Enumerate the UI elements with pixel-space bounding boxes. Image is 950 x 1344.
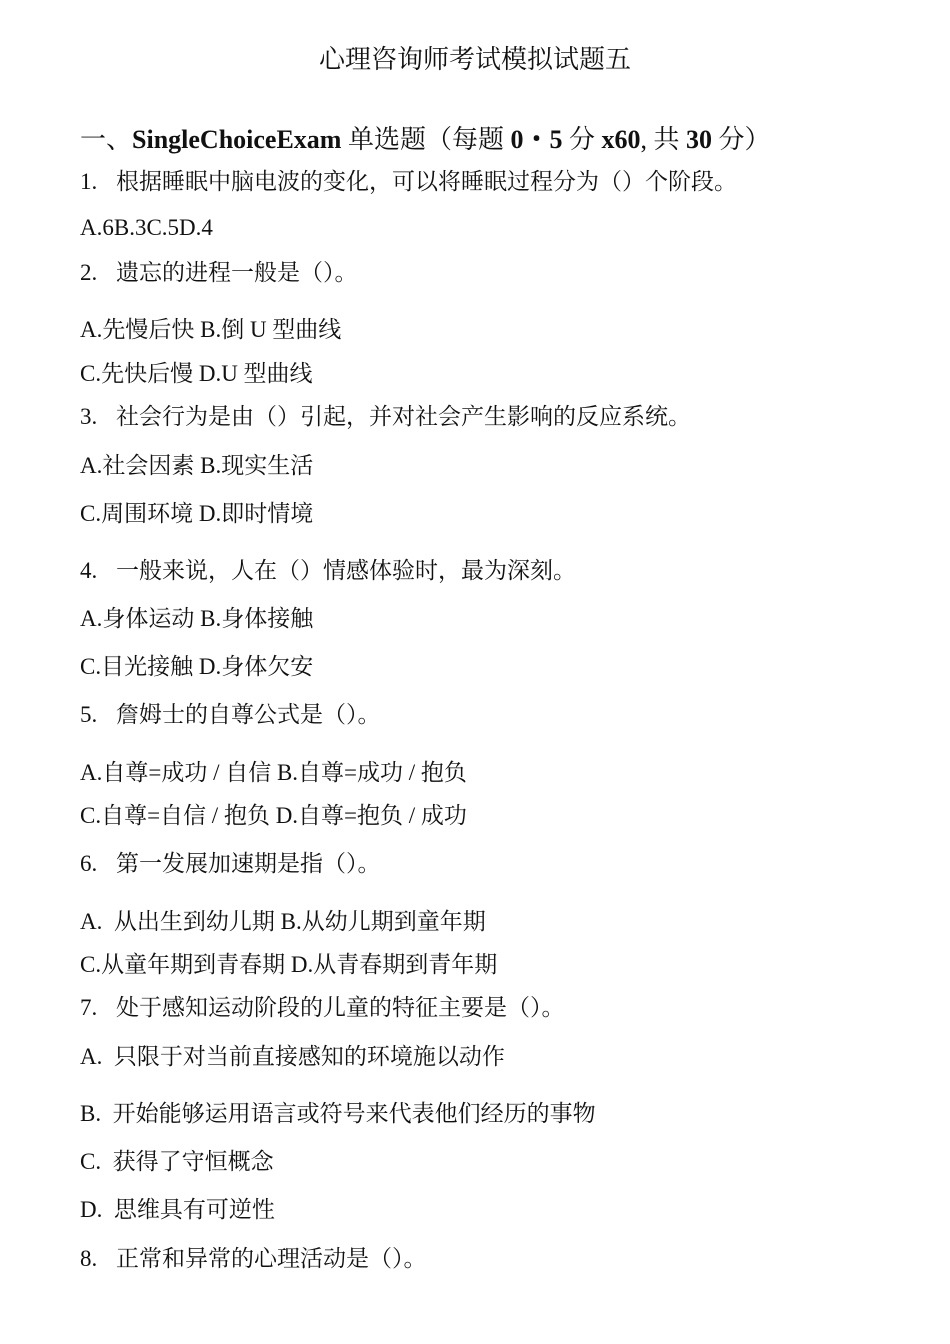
question-number: 5. <box>80 702 98 727</box>
answer-options: A.6B.3C.5D.4 <box>80 215 213 240</box>
question-text: 一般来说，人在（）情感体验时，最为深刻。 <box>116 558 576 583</box>
section-points: 0・5 <box>510 125 563 154</box>
section-heading <box>80 120 771 160</box>
question-number: 1. <box>80 169 98 194</box>
question-number: 3. <box>80 404 98 429</box>
answer-options: A.身体运动 B.身体接触 <box>80 606 314 631</box>
question-text: 处于感知运动阶段的儿童的特征主要是（）。 <box>116 995 565 1020</box>
answer-options: C.目光接触 D.身体欠安 <box>80 654 314 679</box>
question-text: 正常和异常的心理活动是（）。 <box>116 1246 427 1271</box>
section-total: 30 <box>686 125 713 154</box>
answer-options: C.从童年期到青春期 D.从青春期到青年期 <box>80 952 498 977</box>
question-8 <box>80 1242 427 1276</box>
question-5 <box>80 698 381 732</box>
section-count: x60 <box>601 125 641 154</box>
section-name: SingleChoiceExam <box>132 125 342 154</box>
answer-options: A. 从出生到幼儿期 B.从幼儿期到童年期 <box>80 909 486 934</box>
answer-options: C.先快后慢 D.U 型曲线 <box>80 361 313 386</box>
answer-option-c: C. 获得了守恒概念 <box>80 1149 274 1174</box>
answer-options: C.自尊=自信 / 抱负 D.自尊=抱负 / 成功 <box>80 803 467 828</box>
section-prefix: 一、 <box>80 125 133 154</box>
answer-options: A.社会因素 B.现实生活 <box>80 453 314 478</box>
section-mid: 分 <box>562 125 602 154</box>
answer-option-d: D. 思维具有可逆性 <box>80 1197 275 1222</box>
question-text: 詹姆士的自尊公式是（）。 <box>116 702 381 727</box>
question-6 <box>80 847 381 881</box>
question-text: 第一发展加速期是指（）。 <box>116 851 381 876</box>
question-number: 6. <box>80 851 98 876</box>
answer-options: C.周围环境 D.即时情境 <box>80 501 314 526</box>
page-title: 心理咨询师考试模拟试题五 <box>318 45 631 74</box>
section-sep: , 共 <box>640 125 687 154</box>
answer-options: A.自尊=成功 / 自信 B.自尊=成功 / 抱负 <box>80 760 467 785</box>
answer-option-a: A. 只限于对当前直接感知的环境施以动作 <box>80 1044 505 1069</box>
question-text: 社会行为是由（）引起，并对社会产生影响的反应系统。 <box>116 404 691 429</box>
question-1 <box>80 165 737 199</box>
question-number: 4. <box>80 558 98 583</box>
answer-option-b: B. 开始能够运用语言或符号来代表他们经历的事物 <box>80 1101 596 1126</box>
question-2 <box>80 256 358 290</box>
section-suffix: 分） <box>712 125 771 154</box>
answer-options: A.先慢后快 B.倒 U 型曲线 <box>80 317 342 342</box>
question-7 <box>80 991 565 1025</box>
question-3 <box>80 400 691 434</box>
question-4 <box>80 554 576 588</box>
question-text: 根据睡眠中脑电波的变化，可以将睡眠过程分为（）个阶段。 <box>116 169 737 194</box>
question-number: 7. <box>80 995 98 1020</box>
question-text: 遗忘的进程一般是（）。 <box>116 260 358 285</box>
section-label: 单选题（每题 <box>341 125 511 154</box>
question-number: 8. <box>80 1246 98 1271</box>
question-number: 2. <box>80 260 98 285</box>
